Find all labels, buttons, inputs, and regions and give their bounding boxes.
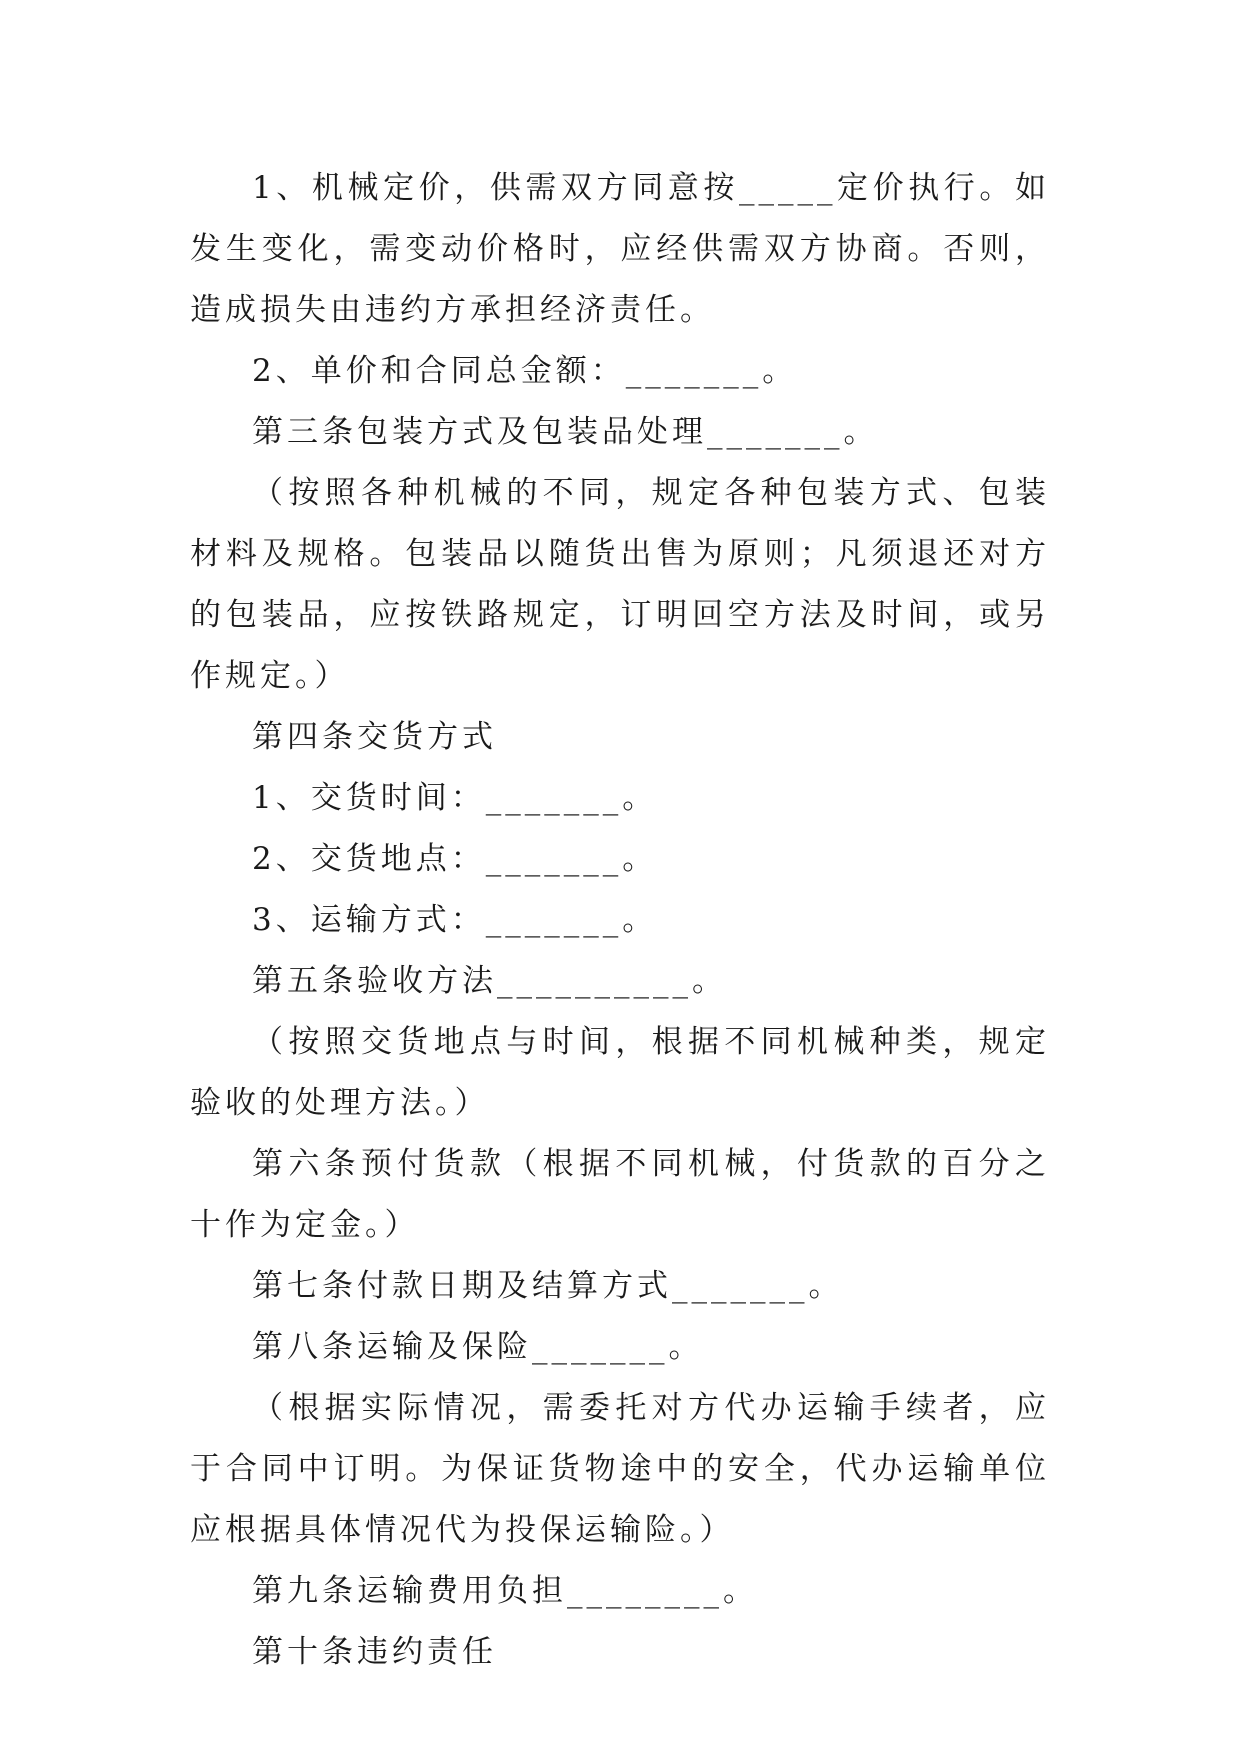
- delivery-place: 2、交货地点：_______。: [252, 841, 658, 877]
- article-6-prepayment: 第六条预付货款（根据不同机械，付货款的百分之十作为定金。）: [190, 1146, 1050, 1243]
- article-3-note: （按照各种机械的不同，规定各种包装方式、包装材料及规格。包装品以随货出售为原则；凡须退还对方的包装品，应按铁路规定，订明回空方法及时间，或另作规定。）: [190, 475, 1050, 694]
- article-8-note: （根据实际情况，需委托对方代办运输手续者，应于合同中订明。为保证货物途中的安全，代办运输单位应根据具体情况代为投保运输险。）: [190, 1390, 1050, 1548]
- article-4-delivery: 第四条交货方式: [252, 719, 497, 755]
- article-8-transport-insurance: 第八条运输及保险_______。: [252, 1329, 704, 1365]
- document-body: [190, 158, 1050, 1683]
- transport-method: 3、运输方式：_______。: [252, 902, 658, 938]
- article-5-inspection: 第五条验收方法__________。: [252, 963, 727, 999]
- article-9-transport-cost: 第九条运输费用负担________。: [252, 1573, 758, 1609]
- article-10-liability: 第十条违约责任: [252, 1634, 497, 1670]
- clause-pricing-method: 1、机械定价，供需双方同意按_____定价执行。如发生变化，需变动价格时，应经供需双方协商。否则，造成损失由违约方承担经济责任。: [190, 170, 1050, 328]
- article-3-packaging: 第三条包装方式及包装品处理_______。: [252, 414, 879, 450]
- article-7-payment: 第七条付款日期及结算方式_______。: [252, 1268, 844, 1304]
- delivery-time: 1、交货时间：_______。: [252, 780, 658, 816]
- clause-unit-price-total: 2、单价和合同总金额：_______。: [252, 353, 798, 389]
- article-5-note: （按照交货地点与时间，根据不同机械种类，规定验收的处理方法。）: [190, 1024, 1050, 1121]
